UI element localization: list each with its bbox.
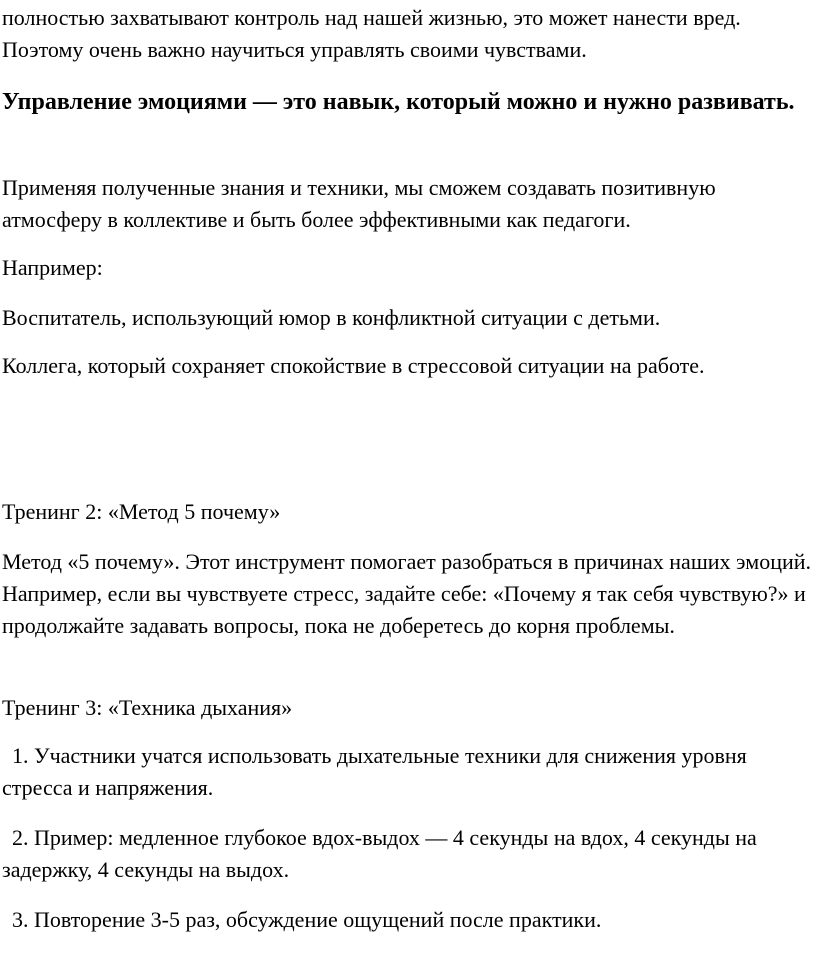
list-item-text: Пример: медленное глубокое вдох-выдох — 4 секунды на вдох, 4 секунды на задержку, 4 секунды на выдох. [2,825,757,882]
example-label: Например: [2,255,103,280]
list-item-number: 1. [12,743,29,768]
training-2-text: Метод «5 почему». Этот инструмент помогает разобраться в причинах наших эмоций. Например, если вы чувствуете стресс, задайте себе: «Почему я так себя чувствую?» и продолжайте задавать вопросы, пока не доберетесь до корня проблемы. [2,549,812,638]
apply-paragraph: Применяя полученные знания и техники, мы сможем создавать позитивную атмосферу в коллективе и быть более эффективными как педагоги. [2,175,716,232]
list-item [2,822,812,886]
section-heading: Управление эмоциями — это навык, который можно и нужно развивать. [2,89,795,115]
training-2-title: Тренинг 2: «Метод 5 почему» [2,499,281,524]
list-item [2,740,812,804]
intro-paragraph: полностью захватывают контроль над нашей жизнью, это может нанести вред. Поэтому очень важно научиться управлять своими чувствами. [2,5,741,62]
training-3-title: Тренинг 3: «Техника дыхания» [2,695,293,720]
list-item-number: 3. [12,907,29,932]
list-item-text: Повторение 3-5 раз, обсуждение ощущений после практики. [34,907,602,932]
list-item-text: Участники учатся использовать дыхательные техники для снижения уровня стресса и напряжения. [2,743,747,800]
list-item [2,904,812,936]
example-item-1: Воспитатель, использующий юмор в конфликтной ситуации с детьми. [2,305,661,330]
example-item-2: Коллега, который сохраняет спокойствие в стрессовой ситуации на работе. [2,353,705,378]
list-item-number: 2. [12,825,29,850]
